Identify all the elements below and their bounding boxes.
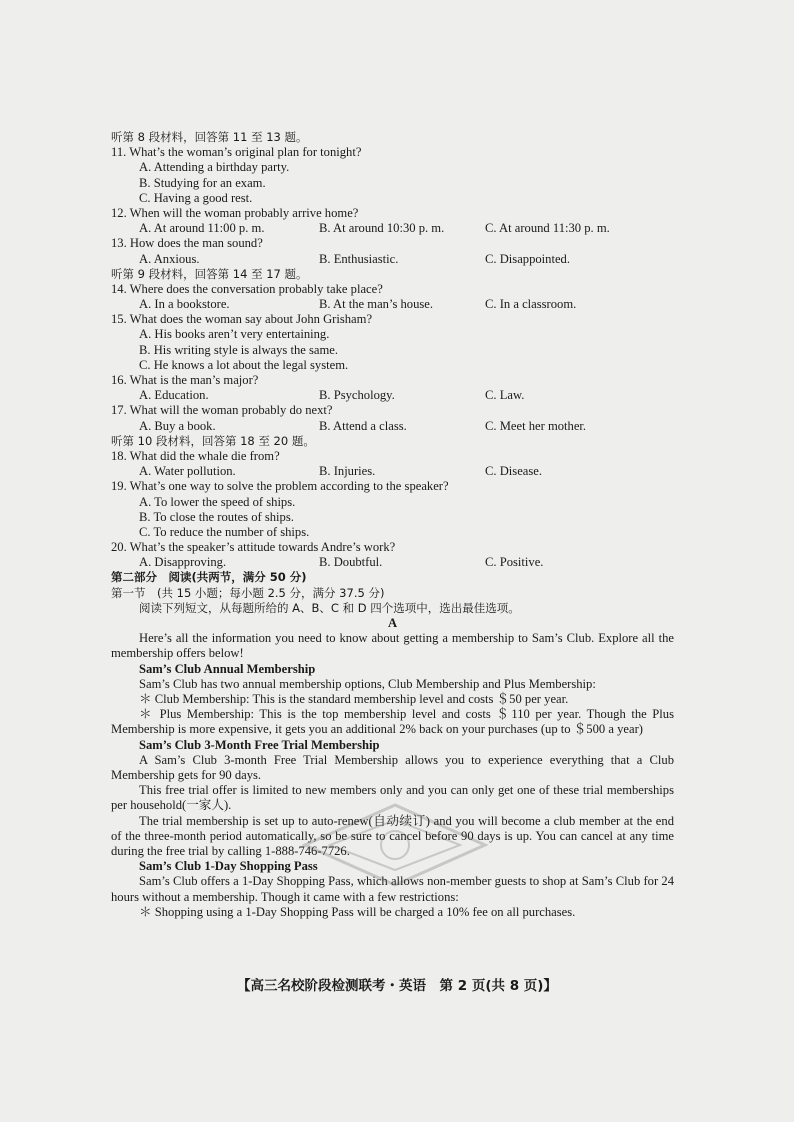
q12-option-c: C. At around 11:30 p. m.	[485, 221, 610, 236]
q18-option-c: C. Disease.	[485, 464, 543, 479]
q14-options	[111, 297, 674, 312]
heading-free-trial: Sam’s Club 3-Month Free Trial Membership	[139, 737, 380, 752]
q19-option-c: C. To reduce the number of ships.	[139, 524, 310, 539]
paragraph-shopping-pass: Sam’s Club offers a 1-Day Shopping Pass, which allows non-member guests to shop at Sam’s Club for 24 hours without a membership. Though it came with a few restrictions:	[111, 874, 674, 904]
q20-option-b: B. Doubtful.	[319, 555, 383, 570]
q13-options	[111, 252, 674, 267]
question-16: 16. What is the man’s major?	[111, 373, 259, 387]
q12-options	[111, 221, 674, 236]
q15-option-a: A. His books aren’t very entertaining.	[139, 327, 330, 342]
q16-option-a: A. Education.	[139, 388, 209, 403]
bullet-club-membership: ＊ Club Membership: This is the standard membership level and costs ＄50 per year.	[139, 691, 569, 706]
q15-option-c: C. He knows a lot about the legal system.	[139, 357, 349, 372]
q19-option-a: A. To lower the speed of ships.	[139, 494, 296, 509]
passage-intro: Here’s all the information you need to know about getting a membership to Sam’s Club. Explore all the membership offers below!	[111, 631, 674, 661]
question-12: 12. When will the woman probably arrive home?	[111, 205, 359, 220]
q20-options	[111, 555, 674, 570]
page-footer: 【高三名校阶段检测联考・英语 第 2 页(共 8 页)】	[237, 978, 557, 994]
q11-option-b: B. Studying for an exam.	[139, 175, 266, 190]
q18-options	[111, 464, 674, 479]
q18-option-a: A. Water pollution.	[139, 464, 236, 479]
paragraph-trial-overview: A Sam’s Club 3-month Free Trial Membership allows you to experience everything that a Club Membership gets for 90 days.	[111, 752, 674, 782]
question-14: 14. Where does the conversation probably take place?	[111, 281, 383, 296]
bullet-plus-membership: ＊ Plus Membership: This is the top membership level and costs ＄110 per year. Though the Plus Membership is more expensive, it gets you an additional 2% back on your purchases (up to ＄500 a year)	[111, 707, 674, 737]
q14-option-c: C. In a classroom.	[485, 297, 577, 312]
question-18: 18. What did the whale die from?	[111, 448, 280, 463]
q20-option-a: A. Disapproving.	[139, 555, 227, 570]
question-19: 19. What’s one way to solve the problem according to the speaker?	[111, 479, 449, 494]
q19-option-b: B. To close the routes of ships.	[139, 509, 294, 524]
passage-label: A	[387, 616, 398, 630]
q16-option-c: C. Law.	[485, 388, 525, 403]
question-13: 13. How does the man sound?	[111, 236, 263, 251]
q17-option-b: B. Attend a class.	[319, 418, 407, 433]
q17-options	[111, 419, 674, 434]
q16-options	[111, 388, 674, 403]
section-8-instruction: 听第 8 段材料，回答第 11 至 13 题。	[111, 130, 308, 144]
question-11: 11. What’s the woman’s original plan for tonight?	[111, 145, 362, 160]
heading-shopping-pass: Sam’s Club 1-Day Shopping Pass	[139, 859, 318, 874]
bullet-pass-fee: ＊ Shopping using a 1-Day Shopping Pass will be charged a 10% fee on all purchases.	[139, 904, 576, 919]
q17-option-c: C. Meet her mother.	[485, 418, 587, 433]
q11-option-a: A. Attending a birthday party.	[139, 160, 290, 175]
question-17: 17. What will the woman probably do next?	[111, 403, 333, 418]
q16-option-b: B. Psychology.	[319, 388, 395, 403]
section-9-instruction: 听第 9 段材料，回答第 14 至 17 题。	[111, 266, 308, 281]
q12-option-b: B. At around 10:30 p. m.	[319, 221, 445, 236]
q17-option-a: A. Buy a book.	[139, 418, 216, 433]
watermark-logo	[300, 800, 490, 890]
q20-option-c: C. Positive.	[485, 555, 544, 570]
part-2-heading: 第二部分 阅读(共两节，满分 50 分)	[111, 570, 307, 585]
paragraph-annual-options: Sam’s Club has two annual membership options, Club Membership and Plus Membership:	[139, 676, 596, 691]
section-10-instruction: 听第 10 段材料，回答第 18 至 20 题。	[111, 433, 315, 448]
question-20: 20. What’s the speaker’s attitude towards Andre’s work?	[111, 540, 396, 555]
q13-option-a: A. Anxious.	[139, 251, 200, 266]
q11-option-c: C. Having a good rest.	[139, 190, 253, 205]
q12-option-a: A. At around 11:00 p. m.	[139, 221, 265, 236]
q14-option-b: B. At the man’s house.	[319, 297, 434, 312]
reading-instruction: 阅读下列短文，从每题所给的 A、B、C 和 D 四个选项中，选出最佳选项。	[139, 600, 520, 615]
q14-option-a: A. In a bookstore.	[139, 297, 230, 312]
q13-option-b: B. Enthusiastic.	[319, 251, 399, 266]
q13-option-c: C. Disappointed.	[485, 251, 571, 266]
q15-option-b: B. His writing style is always the same.	[139, 342, 339, 357]
paragraph-trial-limit: This free trial offer is limited to new members only and you can only get one of these trial memberships per household(一家人).	[111, 783, 674, 813]
paragraph-auto-renew: The trial membership is set up to auto-renew(自动续订) and you will become a club member at the end of the three-month period automatically, so be sure to cancel before 90 days is up. You can cancel at any time during the free trial by calling 1-888-746-7726.	[111, 813, 674, 858]
section-1-heading: 第一节 (共 15 小题；每小题 2.5 分，满分 37.5 分)	[111, 585, 385, 600]
q18-option-b: B. Injuries.	[319, 464, 376, 479]
heading-annual-membership: Sam’s Club Annual Membership	[139, 661, 316, 676]
question-15: 15. What does the woman say about John Grisham?	[111, 312, 373, 327]
